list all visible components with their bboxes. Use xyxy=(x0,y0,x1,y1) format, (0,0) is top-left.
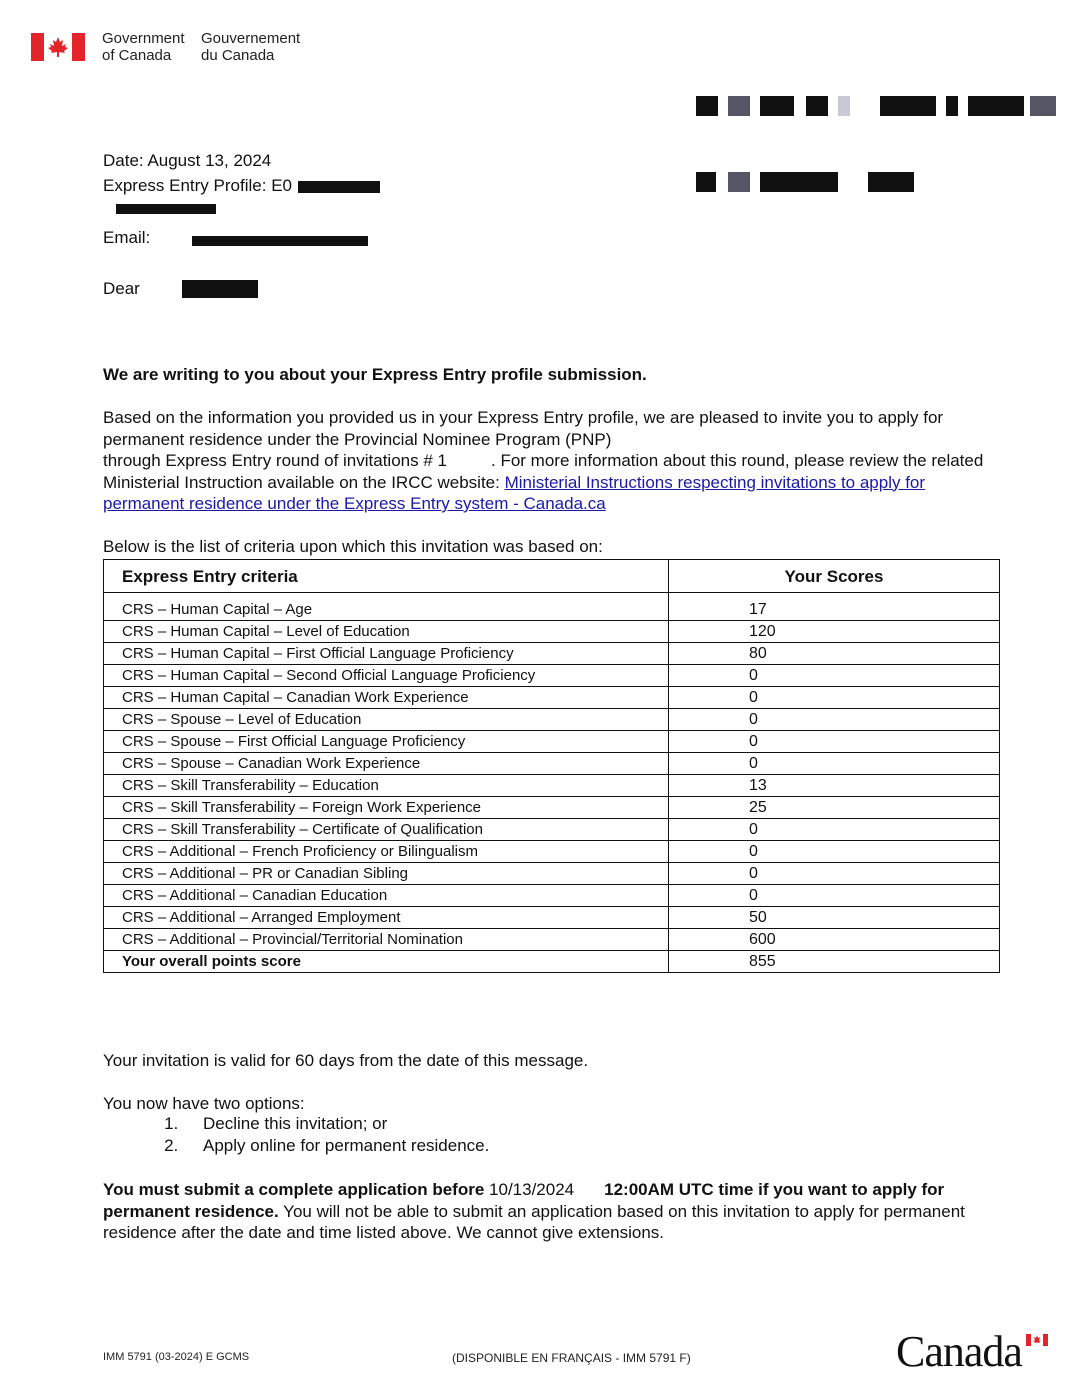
criterion-cell: CRS – Skill Transferability – Education xyxy=(104,775,669,797)
criterion-cell: CRS – Human Capital – Second Official Language Proficiency xyxy=(104,665,669,687)
score-cell: 13 xyxy=(669,775,1000,797)
score-cell: 0 xyxy=(669,687,1000,709)
gov-fr-line2: du Canada xyxy=(201,47,275,64)
intro-line xyxy=(103,493,1033,515)
criterion-cell: CRS – Human Capital – Age xyxy=(104,593,669,621)
deadline-paragraph xyxy=(103,1179,1033,1244)
score-cell: 17 xyxy=(669,593,1000,621)
redacted-profile-number xyxy=(298,181,380,193)
score-cell: 0 xyxy=(669,863,1000,885)
criterion-cell: CRS – Additional – Arranged Employment xyxy=(104,907,669,929)
table-row xyxy=(104,797,1000,819)
score-cell: 0 xyxy=(669,709,1000,731)
criteria-intro: Below is the list of criteria upon which this invitation was based on: xyxy=(103,537,603,556)
score-cell: 0 xyxy=(669,753,1000,775)
criteria-table xyxy=(103,559,1000,973)
date-label: Date: xyxy=(103,151,144,170)
gov-en-line1: Government xyxy=(102,30,185,47)
dear-label: Dear xyxy=(103,279,140,298)
score-cell: 0 xyxy=(669,731,1000,753)
canada-flag-icon xyxy=(31,33,85,61)
deadline-date: 10/13/2024 xyxy=(489,1180,575,1199)
criterion-cell: CRS – Skill Transferability – Certificate of Qualification xyxy=(104,819,669,841)
gov-name-french xyxy=(201,30,300,64)
header-scores: Your Scores xyxy=(669,560,1000,593)
criteria-table-body xyxy=(104,593,1000,973)
profile-line xyxy=(103,176,292,196)
table-row xyxy=(104,819,1000,841)
round-number: 1 xyxy=(437,451,447,470)
criterion-cell: CRS – Additional – Canadian Education xyxy=(104,885,669,907)
table-row xyxy=(104,665,1000,687)
list-item: 1. Decline this invitation; or xyxy=(183,1113,489,1135)
intro-paragraph xyxy=(103,407,1033,515)
total-row xyxy=(104,951,1000,973)
table-row xyxy=(104,753,1000,775)
criterion-cell: CRS – Additional – Provincial/Territorial Nomination xyxy=(104,929,669,951)
criterion-cell: CRS – Human Capital – Canadian Work Experience xyxy=(104,687,669,709)
gov-name-english xyxy=(102,30,185,64)
email-label: Email: xyxy=(103,228,151,247)
score-cell: 0 xyxy=(669,665,1000,687)
redacted-email xyxy=(192,236,368,246)
profile-value: E0 xyxy=(271,176,292,195)
table-row xyxy=(104,621,1000,643)
salutation-line xyxy=(103,279,140,299)
table-row xyxy=(104,643,1000,665)
gov-en-line2: of Canada xyxy=(102,47,172,64)
intro-line: permanent residence under the Provincial Nominee Program (PNP) xyxy=(103,429,612,449)
score-cell: 0 xyxy=(669,841,1000,863)
form-code: IMM 5791 (03-2024) E GCMS xyxy=(103,1351,250,1363)
score-cell: 50 xyxy=(669,907,1000,929)
redacted-recipient-name xyxy=(182,280,258,298)
validity-note: Your invitation is valid for 60 days from the date of this message. xyxy=(103,1051,589,1070)
options-list xyxy=(103,1113,489,1156)
score-cell: 600 xyxy=(669,929,1000,951)
criterion-cell: CRS – Spouse – Level of Education xyxy=(104,709,669,731)
table-row xyxy=(104,841,1000,863)
options-intro: You now have two options: xyxy=(103,1094,305,1113)
table-row xyxy=(104,775,1000,797)
table-header-row xyxy=(104,560,1000,593)
table-row xyxy=(104,885,1000,907)
table-row xyxy=(104,731,1000,753)
score-cell: 80 xyxy=(669,643,1000,665)
table-row xyxy=(104,907,1000,929)
french-availability-note: (DISPONIBLE EN FRANÇAIS - IMM 5791 F) xyxy=(452,1351,691,1365)
date-value: August 13, 2024 xyxy=(147,151,272,170)
email-line xyxy=(103,228,150,248)
criterion-cell: CRS – Human Capital – Level of Education xyxy=(104,621,669,643)
program-name: Provincial Nominee Program (PNP) xyxy=(344,429,612,449)
score-cell: 0 xyxy=(669,885,1000,907)
total-label: Your overall points score xyxy=(104,951,669,973)
criterion-cell: CRS – Human Capital – First Official Language Proficiency xyxy=(104,643,669,665)
criterion-cell: CRS – Additional – PR or Canadian Sibling xyxy=(104,863,669,885)
criterion-cell: CRS – Skill Transferability – Foreign Work Experience xyxy=(104,797,669,819)
intro-line: Based on the information you provided us in your Express Entry profile, we are pleased to invite you to apply for xyxy=(103,408,944,427)
wordmark-flag-icon xyxy=(1026,1334,1048,1346)
deadline-line: residence after the date and time listed above. We cannot give extensions. xyxy=(103,1223,665,1242)
canada-wordmark: Canada xyxy=(896,1327,1022,1376)
score-cell: 120 xyxy=(669,621,1000,643)
letter-heading: We are writing to you about your Express Entry profile submission. xyxy=(103,365,647,384)
total-score: 855 xyxy=(669,951,1000,973)
date-line xyxy=(103,151,271,171)
deadline-line: You must submit a complete application before 10/13/2024 12:00AM UTC time if you want to apply for xyxy=(103,1180,945,1199)
header-criteria: Express Entry criteria xyxy=(104,560,669,593)
criterion-cell: CRS – Additional – French Proficiency or Bilingualism xyxy=(104,841,669,863)
table-row xyxy=(104,929,1000,951)
table-row xyxy=(104,593,1000,621)
score-cell: 25 xyxy=(669,797,1000,819)
list-item: 2. Apply online for permanent residence. xyxy=(183,1135,489,1157)
table-row xyxy=(104,863,1000,885)
ministerial-instructions-link-cont[interactable]: permanent residence under the Express Entry system - Canada.ca xyxy=(103,494,606,513)
criterion-cell: CRS – Spouse – Canadian Work Experience xyxy=(104,753,669,775)
gov-fr-line1: Gouvernement xyxy=(201,30,301,47)
score-cell: 0 xyxy=(669,819,1000,841)
profile-label: Express Entry Profile: xyxy=(103,176,267,195)
ministerial-instructions-link[interactable]: Ministerial Instructions respecting invitations to apply for xyxy=(504,472,926,492)
redacted-name-line xyxy=(116,204,216,214)
criterion-cell: CRS – Spouse – First Official Language Proficiency xyxy=(104,731,669,753)
intro-line: Ministerial Instruction available on the IRCC website: Ministerial Instructions respecting invitations to apply for xyxy=(103,472,926,492)
intro-line: through Express Entry round of invitations # 1 . For more information about this round, please review the related xyxy=(103,451,984,470)
deadline-line: permanent residence. You will not be able to submit an application based on this invitation to apply for permanent xyxy=(103,1201,965,1221)
table-row xyxy=(104,709,1000,731)
table-row xyxy=(104,687,1000,709)
